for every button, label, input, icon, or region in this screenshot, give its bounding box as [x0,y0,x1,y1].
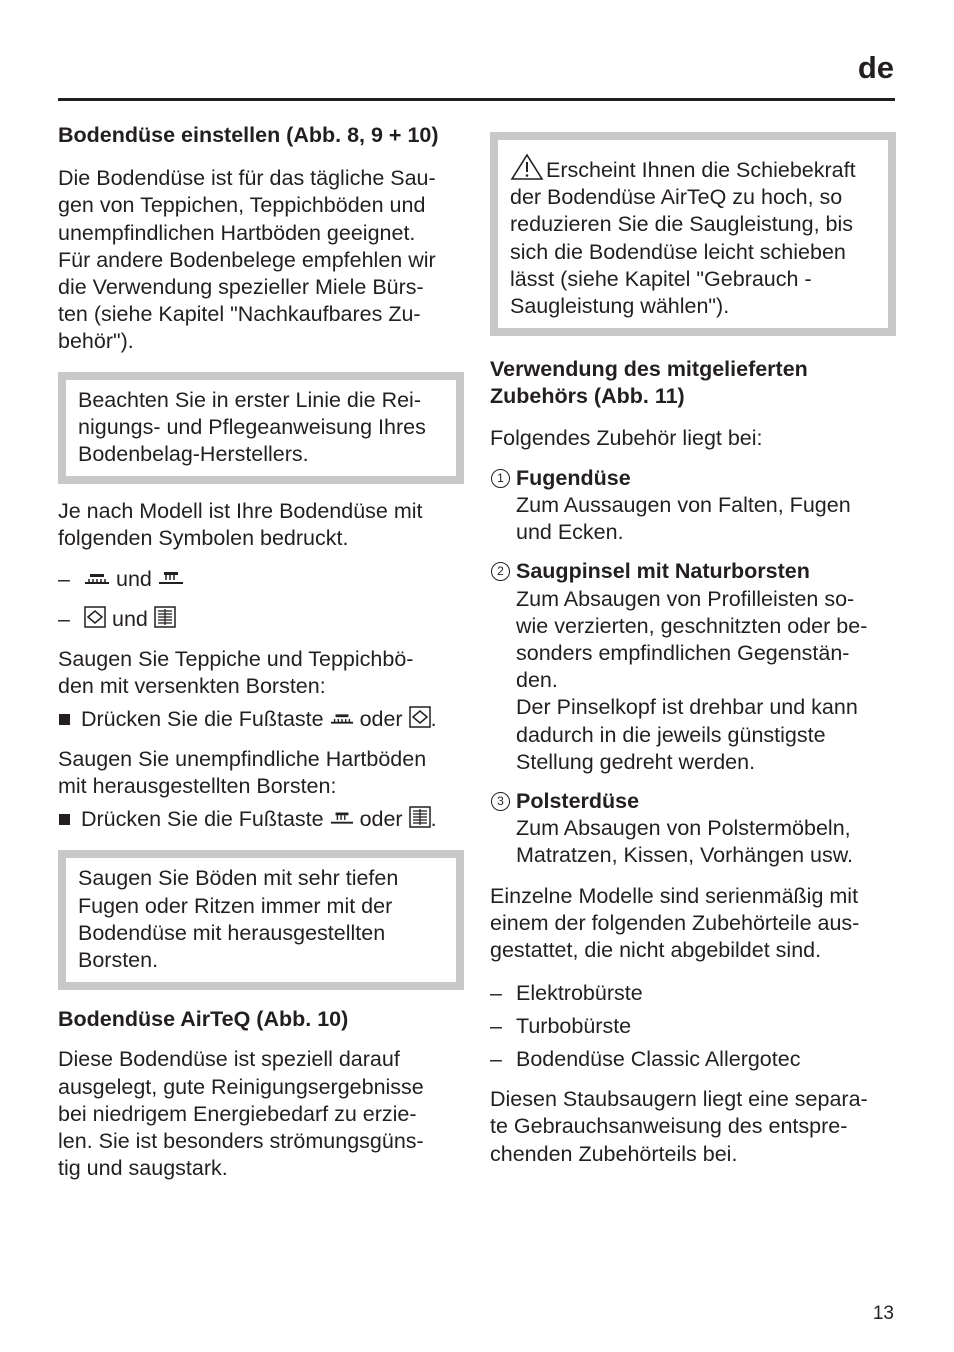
language-code: de [857,50,894,85]
paragraph-models: Einzelne Modelle sind serienmäßig mit einem der folgenden Zubehörteile aus- gestattet, die nicht abgebildet sind. [490,883,860,963]
note-box-floor-covering: Beachten Sie in erster Linie die Rei- nigungs- und Pflegeanweisung Ihres Bodenbelag-Herstellers. [58,372,464,485]
extra-accessory-item: – Turbobürste [490,1014,632,1039]
carpet-pictogram-icon [409,706,431,728]
accessory-title: Polsterdüse [516,789,640,814]
paragraph-accessories-intro: Folgendes Zubehör liegt bei: [490,425,763,450]
paragraph-carpets: Saugen Sie Teppiche und Teppichbö- den mit versenkten Borsten: [58,646,414,698]
section-heading-accessories: Verwendung des mitgelieferten Zubehörs (Abb. 11) [490,357,808,409]
accessory-item: 2 Saugpinsel mit Naturborsten Zum Absaugen von Profilleisten so- wie verzierten, geschnitzten oder be- sonders empfindlichen Gegenstän- den. Der Pinselkopf ist drehbar und kann dadurch in die jeweils günstigste Stellung gedreht werden. [490,558,896,776]
note-box-deep-joints: Saugen Sie Böden mit sehr tiefen Fugen oder Ritzen immer mit der Bodendüse mit herausgestellten Borsten. [58,850,464,990]
carpet-pictogram-icon [84,606,106,628]
accessory-item: 1 Fugendüse Zum Aussaugen von Falten, Fugen und Ecken. [490,465,896,547]
paragraph-separate-manual: Diesen Staubsaugern liegt eine separa- te Gebrauchsanweisung des entspre- chenden Zubehörteils bei. [490,1087,868,1166]
accessory-title: Fugendüse [516,465,631,490]
instruction-step-carpet: Drücken Sie die Fußtaste oder . [58,706,464,733]
hard-floor-pictogram-icon [154,606,176,628]
bullet-square-icon [58,706,81,733]
extra-accessory-item: – Bodendüse Classic Allergotec [490,1047,801,1072]
symbol-list-item: – und [58,566,464,593]
paragraph-floor-nozzle-intro: Die Bodendüse ist für das tägliche Sau- gen von Teppichen, Teppichböden und unempfindlichen Hartböden geeignet. Für andere Bodenbelege empfehlen wir die Verwendung spezieller Miele Bürs- ten (siehe Kapitel "Nachkaufbares Zu- behör"). [58,166,436,354]
paragraph-hard-floors: Saugen Sie unempfindliche Hartböden mit herausgestellten Borsten: [58,747,427,799]
paragraph-symbols: Je nach Modell ist Ihre Bodendüse mit folgenden Symbolen bedruckt. [58,499,423,551]
carpet-symbol-icon [84,570,110,588]
symbol-list-item: – und [58,606,464,633]
accessory-title: Saugpinsel mit Naturborsten [516,559,810,584]
paragraph-airteq: Diese Bodendüse ist speziell darauf ausgelegt, gute Reinigungsergebnisse bei niedrigem Energiebedarf zu erzie- len. Sie ist besonders strömungsgüns- tig und saugstark. [58,1047,424,1181]
warning-box-airteq: Erscheint Ihnen die Schiebekraft der Bodendüse AirTeQ zu hoch, so reduzieren Sie die Saugleistung, bis sich die Bodendüse leicht schieben lässt (siehe Kapitel "Gebrauch - Saugleistung wählen"). [490,132,896,336]
section-heading-floor-nozzle: Bodendüse einstellen (Abb. 8, 9 + 10) [58,123,439,147]
header-rule [58,98,895,101]
bullet-square-icon [58,806,81,833]
item-number-badge: 3 [491,792,510,811]
page-number: 13 [872,1303,894,1324]
extra-accessory-item: – Elektrobürste [490,981,643,1006]
right-column [490,132,896,1168]
item-number-badge: 1 [491,469,510,488]
left-column [58,122,464,1182]
accessory-item: 3 Polsterdüse Zum Absaugen von Polstermöbeln, Matratzen, Kissen, Vorhängen usw. [490,788,896,870]
carpet-symbol-icon [330,710,354,728]
hard-floor-symbol-icon [158,570,184,588]
warning-triangle-icon [510,153,544,181]
instruction-step-hard-floor: Drücken Sie die Fußtaste oder . [58,806,464,833]
item-number-badge: 2 [491,562,510,581]
section-heading-airteq: Bodendüse AirTeQ (Abb. 10) [58,1007,349,1032]
hard-floor-pictogram-icon [409,806,431,828]
hard-floor-symbol-icon [330,810,354,828]
